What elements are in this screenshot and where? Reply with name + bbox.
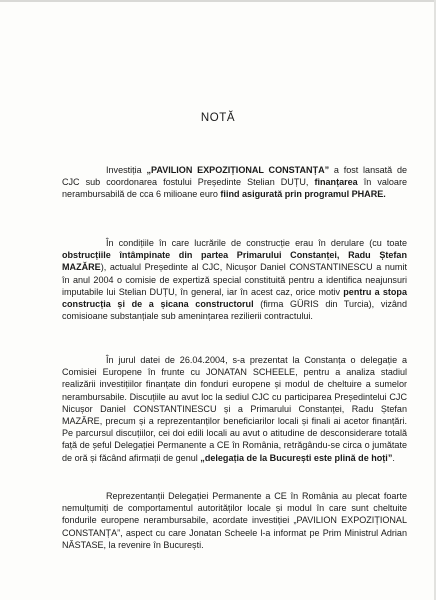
p1-bold-1: „PAVILION EXPOZIȚIONAL CONSTANȚA” [146,165,330,175]
p2-text-3: (firma GÜRIS din Turcia), vizând comisioane substanțiale sub amenințarea rezilierii contractului. [62,299,407,322]
p1-text-1: Investiția [106,165,147,175]
p2-bold-2: pentru a stopa construcția și de a șicana constructorul [62,286,407,310]
scan-edge-top [0,0,436,2]
p4-text-1: Reprezentanții Delegației Permanente a CE în România au plecat foarte nemulțumiți de comportamentul autorităților locale și modul în care sunt cheltuite fondurile europene nerambursabile, acordate investiției „PAVILION EXPOZIȚIONAL CONSTANȚA”, aspect cu care Jonatan Scheele l-a informat pe Prim Ministrul Adrian NĂSTASE, la revenire în București. [62,491,407,550]
paragraph-2 [62,237,407,322]
paragraph-4 [62,490,407,551]
p1-bold-3: fiind asigurată prin programul PHARE. [220,189,386,200]
p3-bold-1: „delegația de la București este plină de hoți” [200,452,393,463]
p3-text-1: În jurul datei de 26.04.2004, s-a prezentat la Constanța o delegație a Comisiei Europene în frunte cu JONATAN SCHEELE, pentru a analiza stadiul realizării investițiilor finanțate din fonduri europene și modul de cheltuire a sumelor nerambursabile. Discuțiile au avut loc la sediul CJC cu participarea Președintelui CJC Nicușor Daniel CONSTANTINESCU și a Primarului Constanței, Radu Ștefan MAZĂRE, precum și a reprezentanților beneficiarilor locali și finali ai acetor finanțări. Pe parcursul discuțiilor, cei doi edili locali au avut o atitudine de desconsiderare totală față de șeful Delegației Permanente a CE în România, retrăgându-se circa o jumătate de oră și făcând afirmații de genul [62,355,407,463]
p1-bold-2: finanțarea [314,177,358,188]
paragraph-1 [62,164,407,201]
p1-text-3: în valoare nerambursabilă de cca 6 milioane euro [62,177,407,200]
p2-text-1: În condițiile în care lucrările de construcție erau în derulare (cu toate [106,238,407,248]
p1-text-2: a fost lansată de CJC sub coordonarea fostului Președinte Stelian DUȚU, [62,165,408,188]
p2-text-2: ), actualul Președinte al CJC, Nicușor Daniel CONSTANTINESCU a numit în anul 2004 o comisie de expertiză special constituită pentru a identifica neajunsuri imputabile lui Stelian DUȚU, în general, iar în acest caz, orice motiv [62,262,407,297]
p3-text-2: . [392,452,395,463]
paragraph-3 [62,354,407,464]
document-title: NOTĂ [200,112,236,124]
p2-bold-1: obstrucțiile întâmpinate din partea Primarului Constanței, Radu Ștefan MAZĂRE [62,250,407,273]
